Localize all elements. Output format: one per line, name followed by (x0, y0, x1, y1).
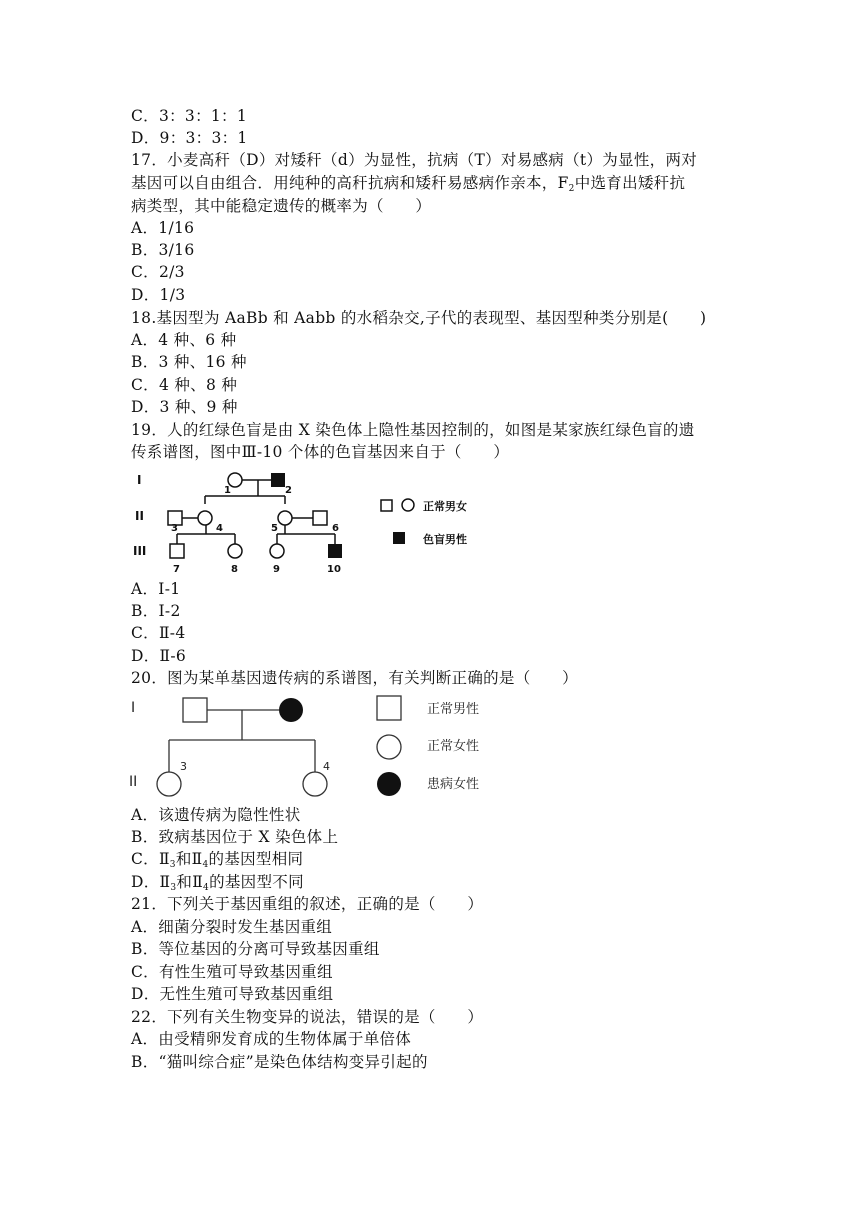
q20-option-d: D．$Ⅱ_3$和$Ⅱ_4$的基因型不同 (131, 873, 304, 893)
legend-square-icon (381, 500, 392, 511)
svg-text:2: 2 (285, 485, 292, 496)
gen-label-II: II (129, 774, 138, 790)
svg-text:10: 10 (327, 564, 341, 575)
q22-option-a: A．由受精卵发育成的生物体属于单倍体 (131, 1030, 412, 1048)
q18-option-d: D．3 种、9 种 (131, 398, 238, 416)
individual-III-7 (170, 544, 184, 558)
legend-male-icon (377, 696, 401, 720)
pedigree-figure-q20 (125, 690, 505, 805)
q17-option-a: A．1/16 (131, 219, 195, 237)
legend-female-label: 正常女性 (427, 739, 480, 754)
legend-circle-icon (402, 499, 414, 511)
q21-option-a: A．细菌分裂时发生基因重组 (131, 918, 333, 936)
legend-male-label: 正常男性 (427, 702, 480, 717)
q21-option-b: B．等位基因的分离可导致基因重组 (131, 940, 380, 958)
svg-text:4: 4 (323, 760, 330, 773)
individual-II-6 (313, 511, 327, 525)
legend-affected-label: 患病女性 (427, 777, 480, 792)
q19-option-c: C．Ⅱ-4 (131, 624, 186, 642)
pedigree-figure-q19 (125, 462, 505, 580)
gen-label-III: III (133, 544, 147, 558)
individual-II-5 (278, 511, 292, 525)
q18-option-a: A．4 种、6 种 (131, 331, 237, 349)
legend-female-icon (377, 735, 401, 759)
individual-III-9 (270, 544, 284, 558)
individual-I-2 (271, 473, 285, 487)
q20-option-a: A．该遗传病为隐性性状 (131, 806, 301, 824)
legend-affected-label: 色盲男性 (423, 533, 467, 546)
q19-stem-line2: 传系谱图，图中Ⅲ-10 个体的色盲基因来自于（ ） (131, 443, 510, 461)
svg-text:9: 9 (273, 564, 280, 575)
individual-II-4 (303, 772, 327, 796)
q17-stem-line2: 基因可以自由组合．用纯种的高秆抗病和矮秆易感病作亲本，$F_2$中选育出矮秆抗 (131, 174, 686, 194)
svg-text:7: 7 (173, 564, 180, 575)
q19-option-b: B．Ⅰ-2 (131, 602, 181, 620)
q19-option-a: A．Ⅰ-1 (131, 580, 181, 598)
q22-option-b: B．“猫叫综合症”是染色体结构变异引起的 (131, 1053, 428, 1071)
gen-label-II: II (135, 509, 144, 523)
svg-text:8: 8 (231, 564, 238, 575)
q22-stem: 22．下列有关生物变异的说法，错误的是（ ） (131, 1008, 484, 1026)
svg-text:3: 3 (171, 523, 178, 534)
q17-stem-line1: 17．小麦高秆（D）对矮秆（d）为显性，抗病（T）对易感病（t）为显性，两对 (131, 151, 698, 169)
legend-filled-square-icon (393, 532, 405, 544)
svg-text:6: 6 (332, 523, 339, 534)
q17-stem-line3: 病类型，其中能稳定遗传的概率为（ ） (131, 197, 432, 215)
q20-stem: 20．图为某单基因遗传病的系谱图，有关判断正确的是（ ） (131, 669, 578, 687)
q18-stem: 18.基因型为 AaBb 和 Aabb 的水稻杂交,子代的表现型、基因型种类分别是( ) (131, 309, 707, 327)
q17-option-c: C．2/3 (131, 263, 185, 281)
individual-I-male (183, 698, 207, 722)
svg-text:1: 1 (224, 485, 231, 496)
svg-text:5: 5 (271, 523, 278, 534)
option-d-q16: D．9：3：3：1 (131, 129, 248, 147)
q21-stem: 21．下列关于基因重组的叙述，正确的是（ ） (131, 895, 484, 913)
q20-option-c: C．$Ⅱ_3$和$Ⅱ_4$的基因型相同 (131, 850, 304, 870)
q18-option-c: C．4 种、8 种 (131, 376, 238, 394)
legend-normal-label: 正常男女 (423, 500, 467, 513)
q17-option-d: D．1/3 (131, 286, 186, 304)
q19-stem-line1: 19．人的红绿色盲是由 X 染色体上隐性基因控制的，如图是某家族红绿色盲的遗 (131, 421, 695, 439)
q21-option-c: C．有性生殖可导致基因重组 (131, 963, 333, 981)
individual-II-3 (157, 772, 181, 796)
option-c-q16: C．3：3：1：1 (131, 107, 248, 125)
individual-II-4 (198, 511, 212, 525)
individual-III-10 (328, 544, 342, 558)
q21-option-d: D．无性生殖可导致基因重组 (131, 985, 334, 1003)
q18-option-b: B．3 种、16 种 (131, 353, 247, 371)
q19-option-d: D．Ⅱ-6 (131, 647, 187, 665)
svg-text:3: 3 (180, 760, 187, 773)
gen-label-I: I (137, 473, 142, 487)
individual-III-8 (228, 544, 242, 558)
q17-option-b: B．3/16 (131, 241, 195, 259)
legend-affected-icon (377, 772, 401, 796)
individual-I-female-affected (279, 698, 303, 722)
gen-label-I: I (131, 700, 136, 716)
svg-text:4: 4 (216, 523, 223, 534)
q20-option-b: B．致病基因位于 X 染色体上 (131, 828, 339, 846)
